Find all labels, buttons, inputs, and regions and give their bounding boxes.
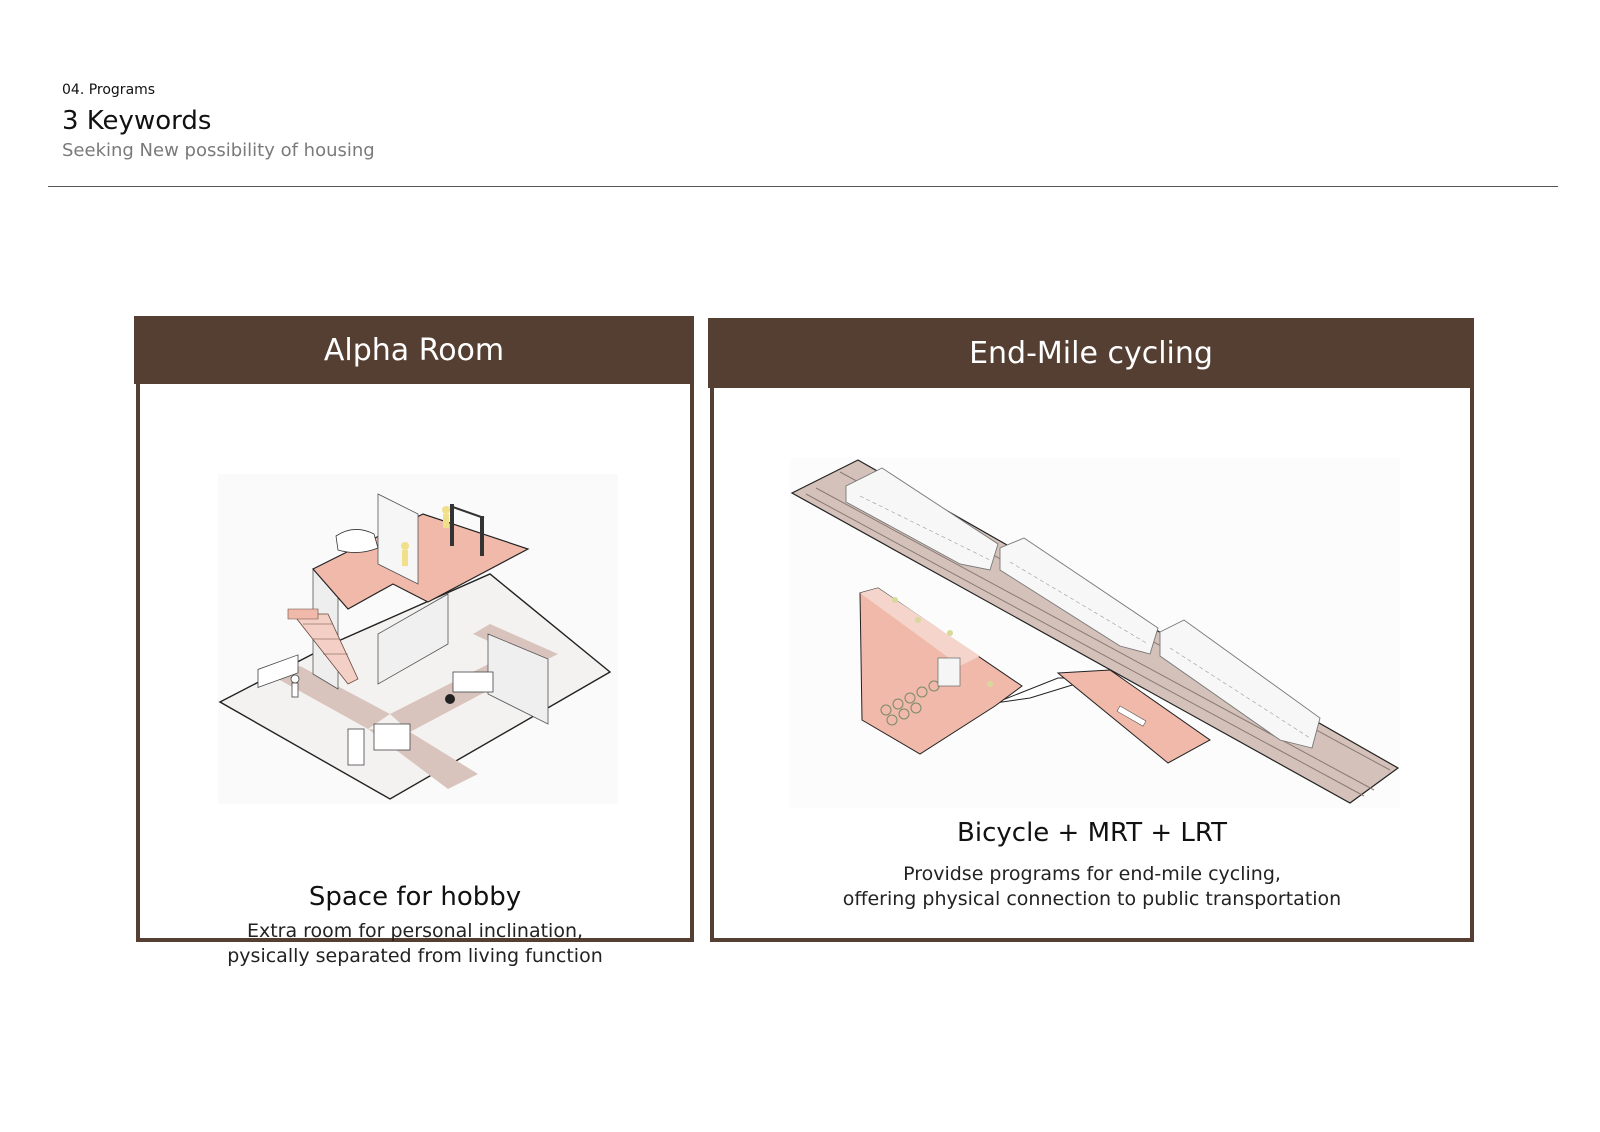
section-label: 04. Programs [62, 82, 156, 98]
card-description-line1: Providse programs for end-mile cycling, [903, 863, 1281, 885]
header-divider [48, 186, 1558, 187]
card-description-line2: pysically separated from living function [227, 945, 603, 967]
page-title: 3 Keywords [62, 106, 212, 136]
page-subtitle: Seeking New possibility of housing [62, 140, 375, 161]
card-end-mile-cycling [708, 318, 1474, 942]
card-title: Bicycle + MRT + LRT [957, 818, 1227, 848]
isometric-room-illustration [218, 474, 618, 804]
card-body [136, 384, 694, 967]
card-body [710, 388, 1474, 942]
isometric-train-station-illustration [790, 458, 1400, 808]
card-header: Alpha Room [134, 316, 694, 384]
card-description-line2: offering physical connection to public transportation [842, 888, 1342, 910]
card-alpha-room [134, 316, 694, 967]
card-description-line1: Extra room for personal inclination, [246, 920, 584, 942]
card-title: Space for hobby [308, 882, 522, 912]
card-header: End-Mile cycling [708, 318, 1474, 388]
